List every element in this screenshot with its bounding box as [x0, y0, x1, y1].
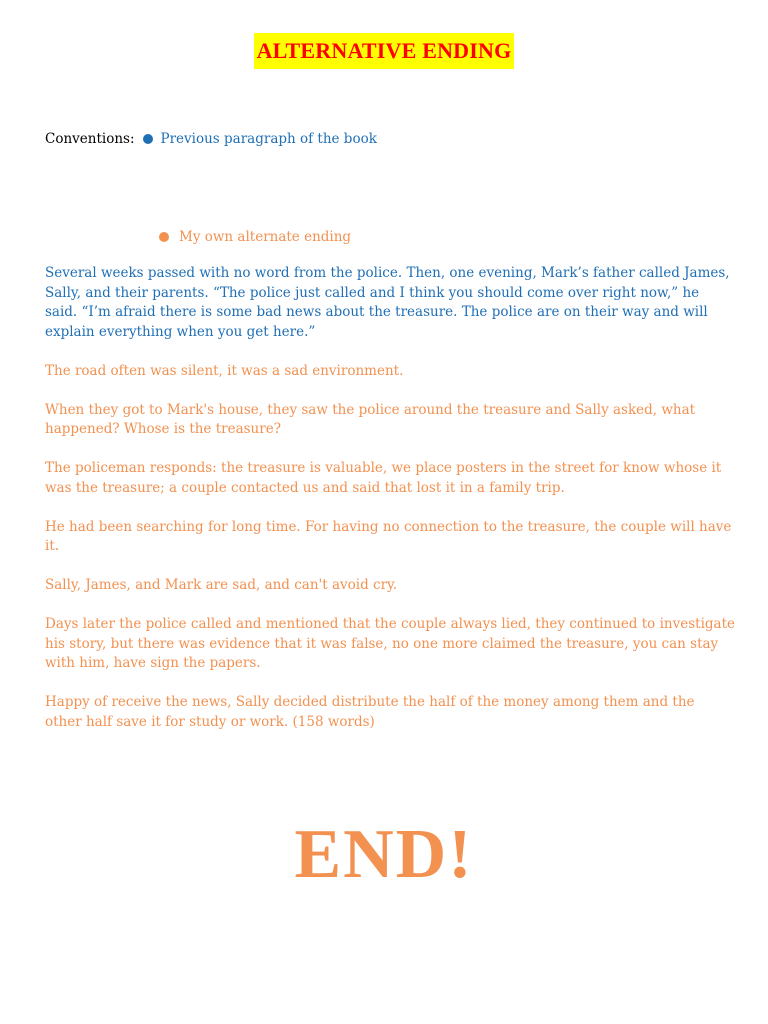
- ending-paragraph: Happy of receive the news, Sally decided distribute the half of the money among them and the other half save it for study or work. (158 words): [45, 694, 695, 730]
- page-title: ALTERNATIVE ENDING: [254, 33, 515, 69]
- own-ending-legend-row: [159, 227, 351, 247]
- book-paragraph: Several weeks passed with no word from the police. Then, one evening, Mark’s father called James, Sally, and their parents. “The police just called and I think you should come over right now,” he said. “I’m afraid there is some bad news about the treasure. The police are on their way and will explain everything when you get here.”: [45, 265, 730, 340]
- end-heading: END!: [294, 816, 474, 893]
- previous-paragraph-legend: Previous paragraph of the book: [160, 131, 377, 147]
- ending-paragraph: Sally, James, and Mark are sad, and can't avoid cry.: [45, 577, 398, 593]
- ending-paragraph: Days later the police called and mentioned that the couple always lied, they continued to investigate his story, but there was evidence that it was false, no one more claimed the treasure, you can stay with him, have sign the papers.: [45, 616, 735, 671]
- ending-paragraph: When they got to Mark's house, they saw the police around the treasure and Sally asked, what happened? Whose is the treasure?: [45, 401, 696, 437]
- ending-paragraph: The road often was silent, it was a sad environment.: [45, 362, 404, 379]
- conventions-label: Conventions:: [45, 131, 135, 147]
- orange-bullet-icon: [159, 232, 169, 242]
- title-wrapper: [0, 33, 768, 69]
- own-ending-legend: My own alternate ending: [179, 229, 352, 245]
- story-body: [45, 264, 735, 752]
- ending-paragraph: He had been searching for long time. For having no connection to the treasure, the couple will have it.: [45, 518, 732, 554]
- ending-paragraph: The policeman responds: the treasure is valuable, we place posters in the street for know whose it was the treasure; a couple contacted us and said that lost it in a family trip.: [45, 460, 722, 496]
- conventions-legend: [45, 129, 377, 149]
- blue-bullet-icon: [143, 134, 153, 144]
